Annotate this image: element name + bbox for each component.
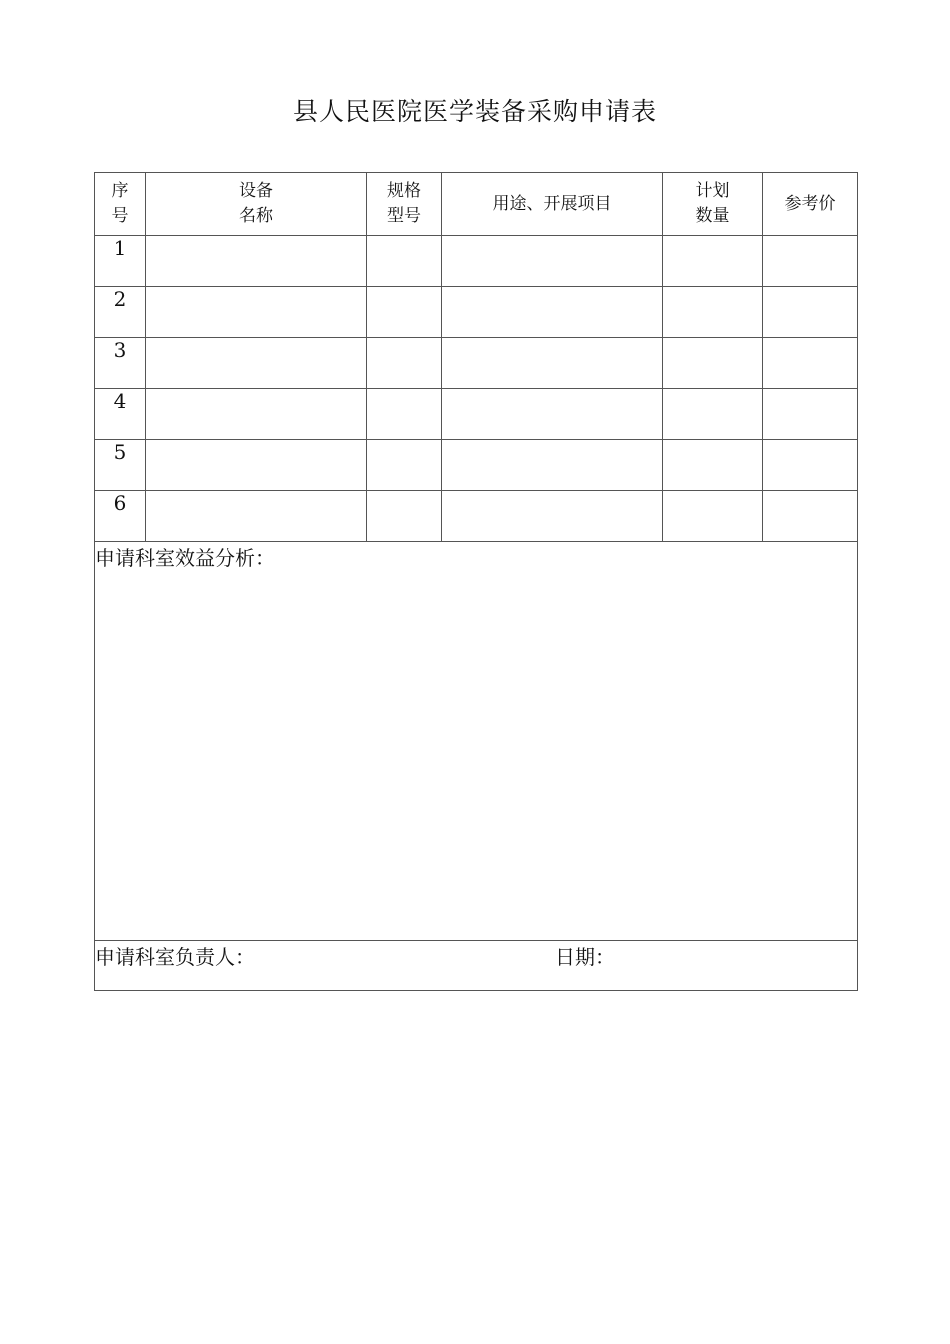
form-title: 县人民医院医学装备采购申请表 <box>292 97 657 126</box>
equipment-name-cell[interactable] <box>146 389 367 440</box>
header-serial-number: 序 号 <box>95 173 146 236</box>
equipment-name-cell[interactable] <box>146 236 367 287</box>
purpose-cell[interactable] <box>442 389 663 440</box>
price-cell[interactable] <box>763 491 858 542</box>
specification-cell[interactable] <box>367 287 442 338</box>
equipment-name-cell[interactable] <box>146 338 367 389</box>
row-number: 3 <box>95 338 146 389</box>
price-cell[interactable] <box>763 236 858 287</box>
specification-cell[interactable] <box>367 389 442 440</box>
header-reference-price: 参考价 <box>763 173 858 236</box>
specification-cell[interactable] <box>367 338 442 389</box>
quantity-cell[interactable] <box>663 338 763 389</box>
signature-row <box>95 941 858 991</box>
table-row <box>95 491 858 542</box>
price-cell[interactable] <box>763 287 858 338</box>
purpose-cell[interactable] <box>442 287 663 338</box>
table-row <box>95 236 858 287</box>
quantity-cell[interactable] <box>663 389 763 440</box>
header-planned-quantity: 计划 数量 <box>663 173 763 236</box>
purpose-cell[interactable] <box>442 440 663 491</box>
quantity-cell[interactable] <box>663 491 763 542</box>
header-purpose: 用途、开展项目 <box>442 173 663 236</box>
equipment-name-cell[interactable] <box>146 287 367 338</box>
analysis-row <box>95 542 858 941</box>
header-row <box>95 173 858 236</box>
table-row <box>95 389 858 440</box>
price-cell[interactable] <box>763 389 858 440</box>
benefit-analysis-field[interactable] <box>95 542 858 941</box>
purpose-cell[interactable] <box>442 491 663 542</box>
benefit-analysis-label: 申请科室效益分析： <box>95 546 275 570</box>
price-cell[interactable] <box>763 338 858 389</box>
signature-field[interactable] <box>95 941 858 991</box>
table-row <box>95 287 858 338</box>
purpose-cell[interactable] <box>442 236 663 287</box>
specification-cell[interactable] <box>367 491 442 542</box>
quantity-cell[interactable] <box>663 440 763 491</box>
equipment-name-cell[interactable] <box>146 491 367 542</box>
header-specification: 规格 型号 <box>367 173 442 236</box>
equipment-name-cell[interactable] <box>146 440 367 491</box>
row-number: 2 <box>95 287 146 338</box>
specification-cell[interactable] <box>367 440 442 491</box>
purpose-cell[interactable] <box>442 338 663 389</box>
row-number: 6 <box>95 491 146 542</box>
quantity-cell[interactable] <box>663 287 763 338</box>
table-row <box>95 338 858 389</box>
header-equipment-name: 设备 名称 <box>146 173 367 236</box>
procurement-form-table <box>94 172 858 991</box>
table-row <box>95 440 858 491</box>
quantity-cell[interactable] <box>663 236 763 287</box>
row-number: 4 <box>95 389 146 440</box>
date-label: 日期： <box>555 945 615 969</box>
row-number: 5 <box>95 440 146 491</box>
specification-cell[interactable] <box>367 236 442 287</box>
price-cell[interactable] <box>763 440 858 491</box>
row-number: 1 <box>95 236 146 287</box>
department-head-label: 申请科室负责人： <box>95 945 255 969</box>
